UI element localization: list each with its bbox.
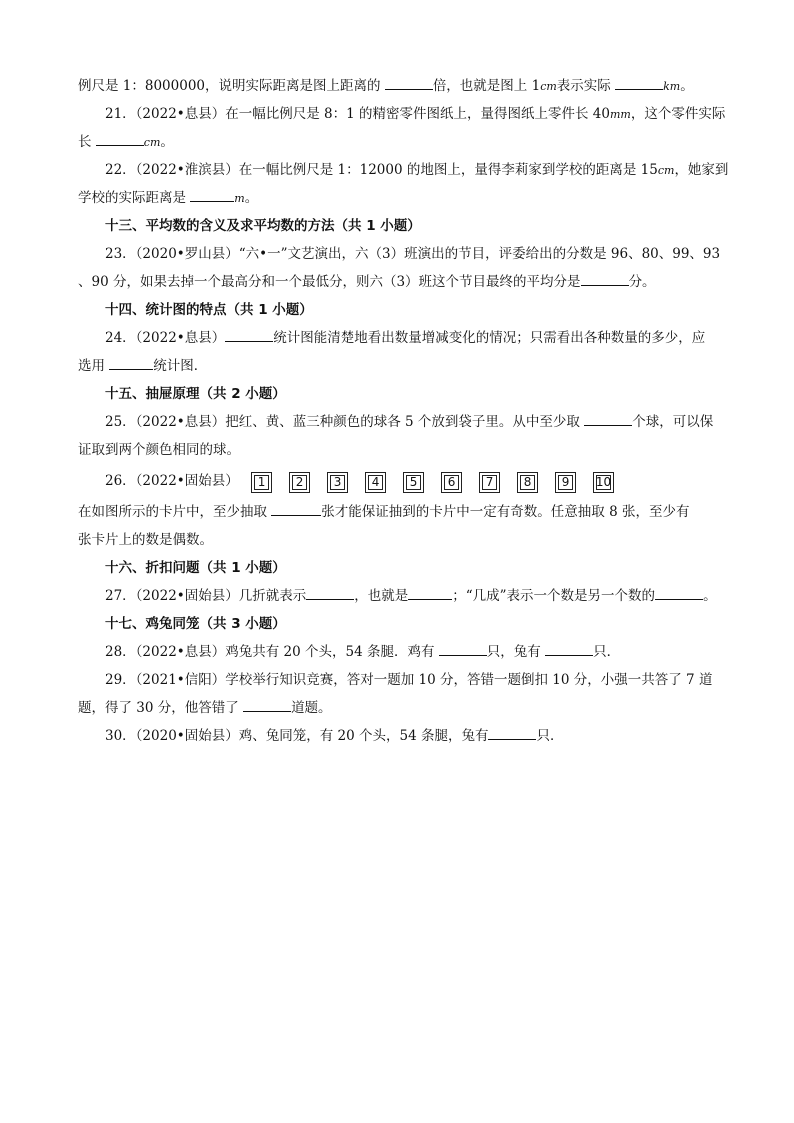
- answer-blank[interactable]: [385, 73, 433, 90]
- number-card-4: 4: [365, 472, 386, 493]
- q25-line2: 证取到两个颜色相同的球。: [78, 442, 240, 458]
- section-14-heading: 十四、统计图的特点（共 1 小题）: [105, 302, 313, 318]
- q29-line1: 29．（2021•信阳）学校举行知识竞赛，答对一题加 10 分，答错一题倒扣 10 分，小强一共答了 7 道: [105, 672, 713, 688]
- answer-blank[interactable]: [190, 185, 234, 202]
- q26-line2: 在如图所示的卡片中，至少抽取 张才能保证抽到的卡片中一定有奇数。任意抽取 8 张，至少有: [78, 498, 718, 526]
- answer-blank[interactable]: [545, 639, 593, 656]
- number-cards: [251, 465, 631, 499]
- section-16-heading: 十六、折扣问题（共 1 小题）: [105, 560, 286, 576]
- section-17-heading: 十七、鸡兔同笼（共 3 小题）: [105, 616, 286, 632]
- answer-blank[interactable]: [225, 325, 273, 342]
- q26-line1: 26．（2022•固始县） 1 2 3 4 5 6 7 8 9 10: [78, 464, 718, 498]
- q29-line2: 题，得了 30 分，他答错了 道题。: [78, 694, 718, 722]
- answer-blank[interactable]: [408, 583, 452, 600]
- answer-blank[interactable]: [306, 583, 354, 600]
- section-13-heading: 十三、平均数的含义及求平均数的方法（共 1 小题）: [105, 218, 421, 234]
- q21-line2: 长 cm。: [78, 128, 718, 156]
- q24-line1: 24．（2022•息县） 统计图能清楚地看出数量增减变化的情况；只需看出各种数量的多少，应: [78, 324, 718, 352]
- answer-blank[interactable]: [488, 723, 536, 740]
- q25-line1: 25．（2022•息县）把红、黄、蓝三种颜色的球各 5 个放到袋子里。从中至少取 个球，可以保: [78, 408, 718, 436]
- answer-blank[interactable]: [243, 695, 291, 712]
- number-card-1: 1: [251, 472, 272, 493]
- answer-blank[interactable]: [109, 353, 153, 370]
- answer-blank[interactable]: [655, 583, 703, 600]
- number-card-5: 5: [403, 472, 424, 493]
- answer-blank[interactable]: [581, 269, 629, 286]
- q28-line1: 28．（2022•息县）鸡兔共有 20 个头，54 条腿．鸡有 只，兔有 只．: [78, 638, 718, 666]
- q27-line1: 27．（2022•固始县）几折就表示 ，也就是 ；“几成”表示一个数是另一个数的 。: [78, 582, 718, 610]
- number-card-10: 10: [593, 472, 614, 493]
- q30-line1: 30．（2020•固始县）鸡、兔同笼，有 20 个头，54 条腿，兔有 只．: [78, 722, 718, 750]
- number-card-7: 7: [479, 472, 500, 493]
- answer-blank[interactable]: [584, 409, 632, 426]
- q22-line2: 学校的实际距离是 m。: [78, 184, 718, 212]
- q21-line1: 21．（2022•息县）在一幅比例尺是 8：1 的精密零件图纸上，量得图纸上零件长 40mm，这个零件实际: [105, 106, 726, 122]
- number-card-9: 9: [555, 472, 576, 493]
- answer-blank[interactable]: [615, 73, 663, 90]
- number-card-6: 6: [441, 472, 462, 493]
- q20-continuation: 例尺是 1：8000000，说明实际距离是图上距离的 倍，也就是图上 1cm表示实际 km。: [78, 72, 718, 100]
- q24-line2: 选用 统计图．: [78, 352, 718, 380]
- section-15-heading: 十五、抽屉原理（共 2 小题）: [105, 386, 286, 402]
- q23-line1: 23．（2020•罗山县）“六•一”文艺演出，六（3）班演出的节目，评委给出的分数是 96、80、99、93: [105, 246, 721, 262]
- number-card-8: 8: [517, 472, 538, 493]
- q23-line2: 、90 分，如果去掉一个最高分和一个最低分，则六（3）班这个节目最终的平均分是 分。: [78, 268, 718, 296]
- question-list: [78, 72, 729, 750]
- number-card-2: 2: [289, 472, 310, 493]
- answer-blank[interactable]: [439, 639, 487, 656]
- answer-blank[interactable]: [96, 129, 144, 146]
- q22-line1: 22．（2022•淮滨县）在一幅比例尺是 1：12000 的地图上，量得李莉家到学校的距离是 15cm，她家到: [105, 162, 729, 178]
- number-card-3: 3: [327, 472, 348, 493]
- answer-blank[interactable]: [271, 499, 321, 516]
- q26-line3: 张卡片上的数是偶数。: [78, 532, 213, 548]
